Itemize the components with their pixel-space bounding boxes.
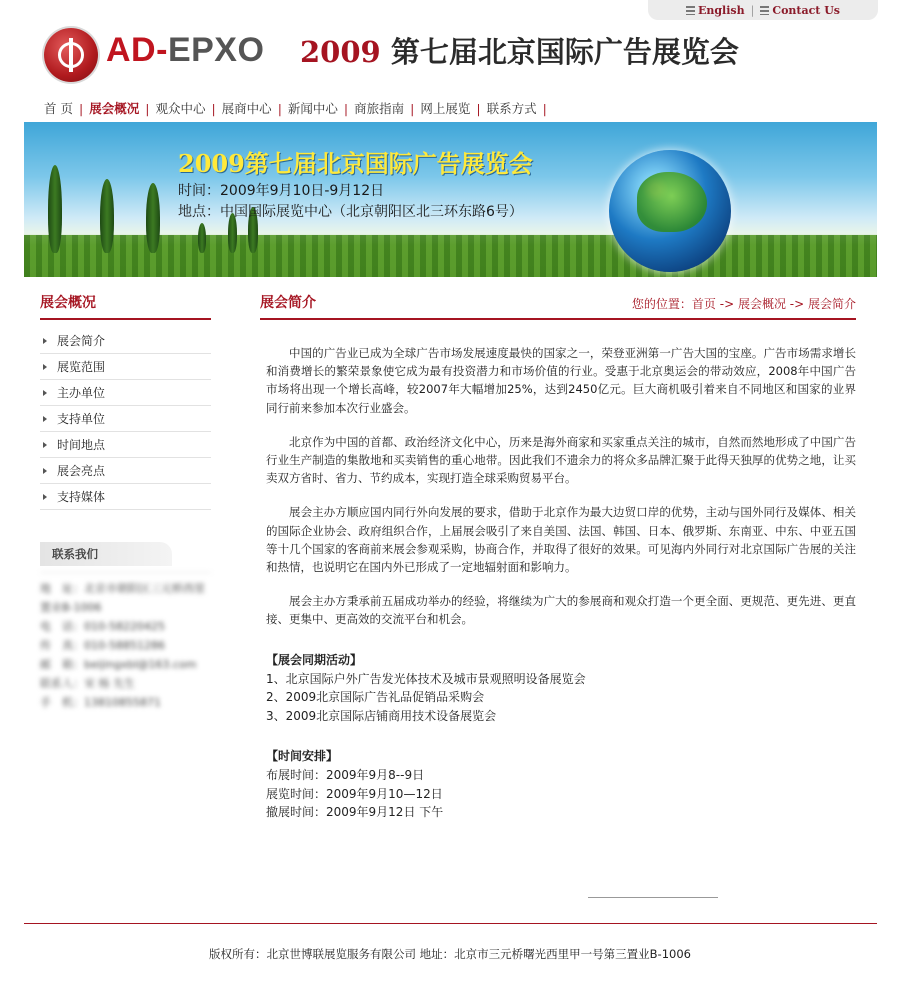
nav-divider: | [476,100,481,116]
schedule-item: 展览时间：2009年9月10—12日 [266,786,443,801]
top-links-divider: | [750,3,755,17]
tree-icon [100,179,114,253]
activities-heading: 【展会同期活动】 [266,652,363,667]
nav-item[interactable]: 展会概况 [89,101,140,116]
contact-line: 联系人：宋 杨 先生 [40,677,135,690]
schedule-list [266,766,856,822]
sidebar-item[interactable] [40,432,211,458]
schedule-heading: 【时间安排】 [266,749,339,764]
breadcrumb-current: 展会简介 [807,297,856,311]
triangle-right-icon [43,364,47,370]
sidebar-item[interactable] [40,380,211,406]
sidebar-item-label: 展会亮点 [57,464,106,478]
sidebar-item-label: 展览范围 [57,360,106,374]
contact-line: 传 真：010-58851286 [40,639,165,652]
top-links [648,0,878,20]
page-title: 展会简介 [260,295,316,311]
sidebar-item-label: 时间地点 [57,438,106,452]
contact-us-link[interactable] [760,4,840,17]
tree-icon [198,223,206,253]
triangle-right-icon [43,416,47,422]
contact-title: 联系我们 [40,542,172,566]
banner [24,122,877,277]
sidebar-item[interactable] [40,328,211,354]
activity-item: 3、2009北京国际店铺商用技术设备展览会 [266,708,497,723]
schedule-item: 布展时间：2009年9月8--9日 [266,768,425,783]
sidebar-item-label: 主办单位 [57,386,106,400]
footer-divider [24,923,877,924]
logo-icon [44,28,98,82]
nav-item[interactable]: 网上展览 [420,101,471,116]
english-link[interactable] [686,4,745,17]
sidebar-menu [40,328,211,510]
triangle-right-icon [43,442,47,448]
triangle-right-icon [43,338,47,344]
nav-divider: | [542,100,547,116]
breadcrumb-arrow: -> [785,297,808,311]
sidebar-item[interactable] [40,406,211,432]
nav-item[interactable]: 新闻中心 [287,101,338,116]
sidebar-item[interactable] [40,484,211,510]
sidebar-item-label: 支持媒体 [57,490,106,504]
sidebar-item-label: 支持单位 [57,412,106,426]
breadcrumb [632,295,856,312]
nav-item[interactable]: 展商中心 [221,101,272,116]
nav-item[interactable]: 联系方式 [486,101,537,116]
list-icon [686,6,695,15]
banner-place: 地点：中国国际展览中心（北京朝阳区北三环东路6号） [178,204,523,220]
breadcrumb-level2[interactable]: 展会概况 [737,297,786,311]
globe-icon [609,150,731,272]
brand-name-grey: EPXO [167,31,265,69]
contact-details [40,572,211,712]
banner-time: 时间：2009年9月10日-9月12日 [178,183,385,199]
content-end-rule [588,897,718,898]
article-paragraph: 北京作为中国的首都、政治经济文化中心，历来是海外商家和买家重点关注的城市，自然而然地形成了中国广告行业生产制造的集散地和买卖销售的重心地带。因此我们不遗余力的将众多品牌汇聚于此得天独厚的优势之地，让买卖双方省时、省力、节约成本，实现打造全球采购贸易平台。 [266,434,856,486]
sidebar [40,292,211,712]
site-title-year: 2009 [300,35,381,69]
footer-copyright: 版权所有：北京世博联展览服务有限公司 地址：北京市三元桥曙光西里甲一号第三置业B-1006 [209,947,691,961]
nav-item[interactable]: 商旅指南 [354,101,405,116]
article-paragraph: 中国的广告业已成为全球广告市场发展速度最快的国家之一，荣登亚洲第一广告大国的宝座。广告市场需求增长和消费增长的繁荣景象使它成为最有投资潜力和市场价值的行业。受惠于北京奥运会的带动效应，2008年中国广告市场将出现一个增长高峰，较2007年大幅增加25%，达到2450亿元。巨大商机吸引着来自不同地区和国家的业界同行前来参加本次行业盛会。 [266,346,856,415]
activity-item: 2、2009北京国际广告礼品促销品采购会 [266,690,485,705]
nav-item[interactable]: 观众中心 [155,101,206,116]
sidebar-item[interactable] [40,458,211,484]
breadcrumb-prefix: 您的位置： [631,297,692,311]
english-link-label: English [697,3,745,17]
nav-divider: | [277,100,282,116]
contact-line: 地 址：北京市朝阳区三元桥西里 [40,582,205,595]
article-paragraph: 展会主办方顺应国内同行外向发展的要求，借助于北京作为最大边贸口岸的优势，主动与国外同行及媒体、相关的国际企业协会、政府组织合作，上届展会吸引了来自美国、法国、韩国、日本、俄罗斯、东南亚、中东、中亚五国等十几个国家的客商前来展会参观采购，协商合作，并取得了很好的效果。可见海内外同行对北京国际广告展的关注和热情，也说明它在国内外已形成了一定地辐射面和影响力。 [266,505,856,575]
triangle-right-icon [43,468,47,474]
triangle-right-icon [43,494,47,500]
nav-divider: | [410,100,415,116]
nav-divider: | [343,100,349,116]
tree-icon [146,183,160,253]
breadcrumb-home[interactable]: 首页 [691,297,716,311]
triangle-right-icon [43,390,47,396]
contact-us-link-label: Contact Us [772,3,841,17]
nav-item[interactable]: 首 页 [44,101,73,116]
article-body [266,344,856,629]
activity-item: 1、北京国际户外广告发光体技术及城市景观照明设备展览会 [266,671,586,686]
sidebar-item-label: 展会简介 [57,334,106,348]
article-paragraph: 展会主办方秉承前五届成功举办的经验，将继续为广大的参展商和观众打造一个更全面、更规范、更先进、更直接、更集中、更高效的交流平台和机会。 [266,594,856,627]
site-title-text: 第七届北京国际广告展览会 [390,35,739,69]
content-header [260,292,856,320]
list-icon [760,6,769,15]
nav-divider: | [78,100,84,116]
banner-title: 2009第七届北京国际广告展览会 [178,149,533,178]
brand-name-red: AD- [106,31,168,69]
nav-divider: | [145,100,150,116]
brand-name [106,31,264,70]
tree-icon [48,165,62,253]
sidebar-item[interactable] [40,354,211,380]
main-content [260,292,856,822]
activities-list [266,670,856,726]
main-nav [44,99,547,117]
contact-line: 置业B-1006 [40,601,102,614]
contact-line: 邮 箱：beijingxbl@163.com [40,658,197,671]
breadcrumb-arrow: -> [715,297,738,311]
contact-line: 电 话：010-58220425 [40,620,165,633]
sidebar-title: 展会概况 [40,292,211,320]
contact-line: 手 机：13810855871 [40,696,161,709]
contact-box [40,542,211,712]
schedule-item: 撤展时间：2009年9月12日 下午 [266,805,444,820]
nav-divider: | [211,100,216,116]
site-title [300,30,739,71]
article [260,344,856,822]
